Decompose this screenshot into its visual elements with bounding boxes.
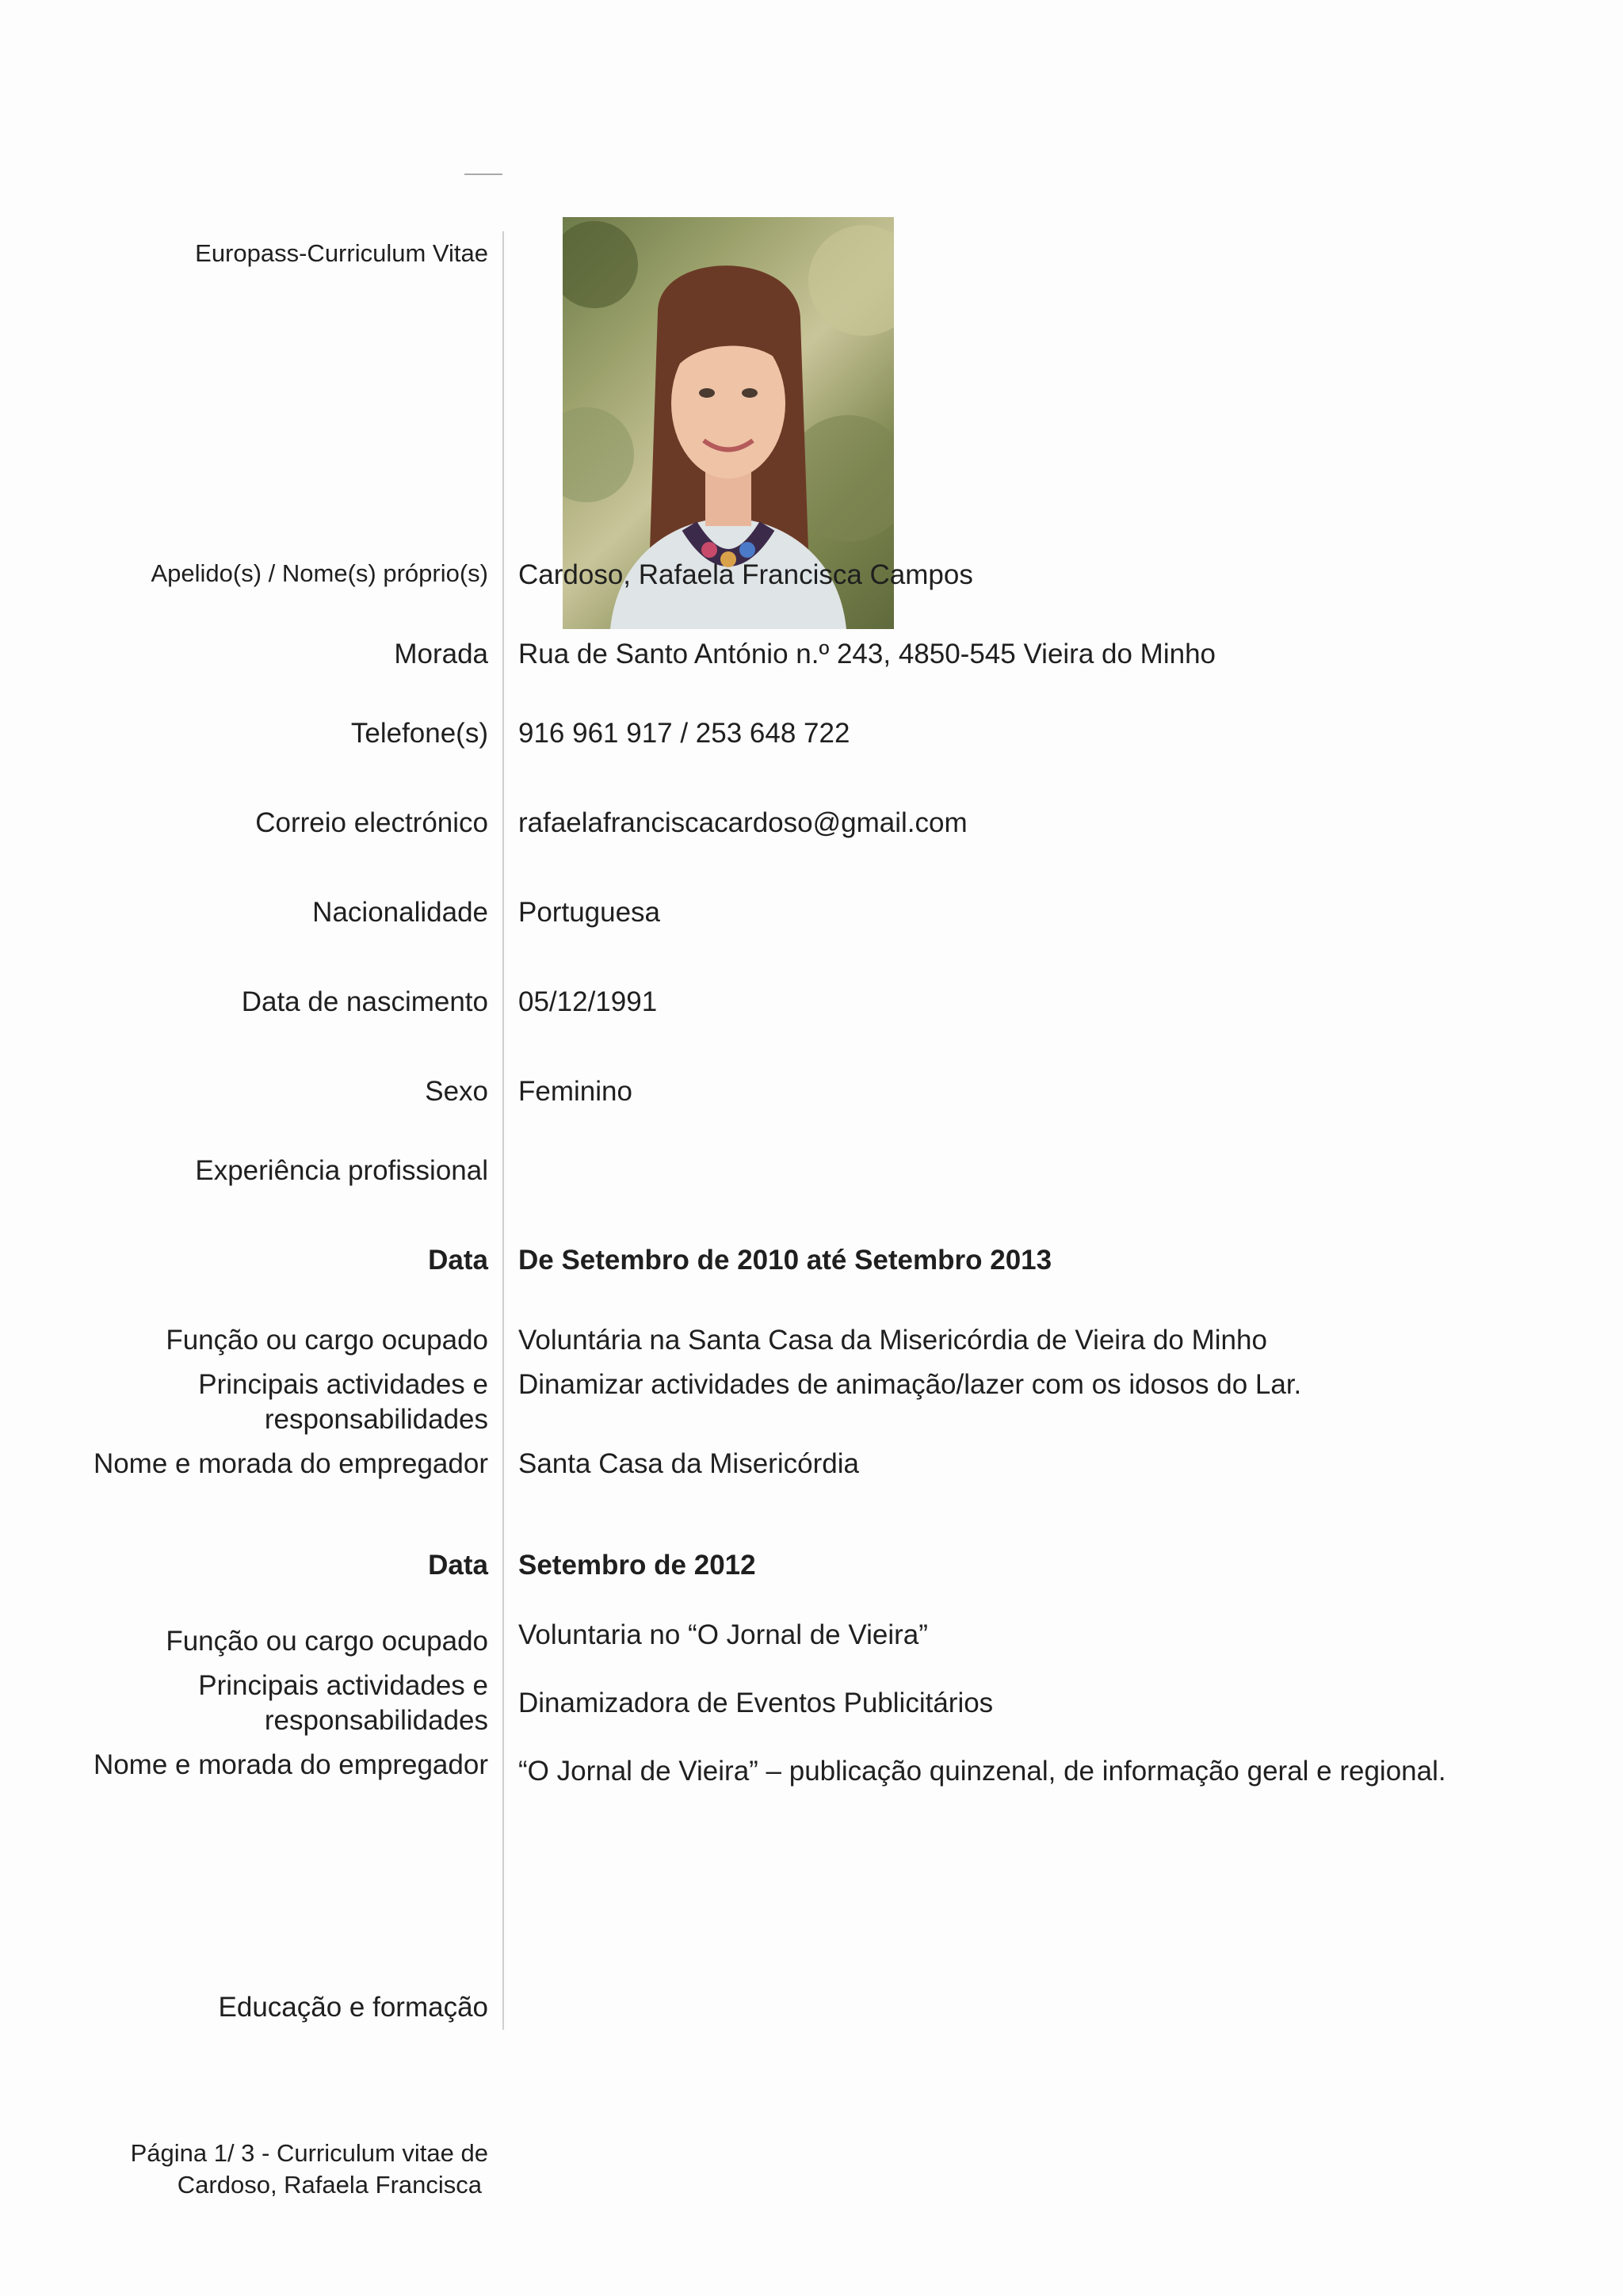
- sex-label: Sexo: [425, 1076, 488, 1107]
- column-divider: [502, 231, 504, 2030]
- cv-title: Europass-Curriculum Vitae: [195, 239, 488, 267]
- exp1-date-value: De Setembro de 2010 até Setembro 2013: [518, 1245, 1052, 1276]
- email-value[interactable]: rafaelafranciscacardoso@gmail.com: [518, 807, 968, 838]
- education-section-title: Educação e formação: [218, 1992, 488, 2023]
- exp1-activities-value: Dinamizar actividades de animação/lazer com os idosos do Lar.: [518, 1369, 1302, 1400]
- exp2-activities-label-2: responsabilidades: [264, 1705, 488, 1736]
- exp1-employer-label: Nome e morada do empregador: [93, 1448, 488, 1479]
- exp1-role-value: Voluntária na Santa Casa da Misericórdia de Vieira do Minho: [518, 1325, 1267, 1356]
- email-label: Correio electrónico: [255, 807, 488, 838]
- exp1-date-label: Data: [428, 1245, 488, 1276]
- footer-line-1: Página 1/ 3 - Curriculum vitae de: [130, 2139, 488, 2167]
- exp2-date-label: Data: [428, 1550, 488, 1581]
- address-value: Rua de Santo António n.º 243, 4850-545 Vieira do Minho: [518, 639, 1216, 669]
- exp2-activities-label-1: Principais actividades e: [198, 1670, 488, 1701]
- exp2-employer-label: Nome e morada do empregador: [93, 1749, 488, 1780]
- exp1-activities-label-1: Principais actividades e: [198, 1369, 488, 1400]
- phone-value: 916 961 917 / 253 648 722: [518, 718, 850, 749]
- name-value: Cardoso, Rafaela Francisca Campos: [518, 559, 973, 590]
- nationality-label: Nacionalidade: [312, 897, 488, 928]
- footer-line-2: Cardoso, Rafaela Francisca: [177, 2171, 482, 2199]
- exp2-employer-value: “O Jornal de Vieira” – publicação quinzenal, de informação geral e regional.: [518, 1756, 1446, 1787]
- address-label: Morada: [394, 639, 488, 669]
- experience-section-title: Experiência profissional: [195, 1155, 488, 1186]
- nationality-value: Portuguesa: [518, 897, 661, 928]
- exp2-role-value: Voluntaria no “O Jornal de Vieira”: [518, 1619, 928, 1650]
- phone-label: Telefone(s): [350, 718, 488, 749]
- top-rule: [464, 174, 502, 175]
- birth-label: Data de nascimento: [241, 986, 488, 1017]
- exp1-activities-label-2: responsabilidades: [264, 1404, 488, 1435]
- exp1-role-label: Função ou cargo ocupado: [166, 1325, 488, 1356]
- birth-value: 05/12/1991: [518, 986, 658, 1017]
- exp2-date-value: Setembro de 2012: [518, 1550, 756, 1581]
- exp2-role-label: Função ou cargo ocupado: [166, 1626, 488, 1657]
- exp2-activities-value: Dinamizadora de Eventos Publicitários: [518, 1688, 994, 1718]
- exp1-employer-value: Santa Casa da Misericórdia: [518, 1448, 859, 1479]
- name-label: Apelido(s) / Nome(s) próprio(s): [151, 559, 488, 587]
- sex-value: Feminino: [518, 1076, 632, 1107]
